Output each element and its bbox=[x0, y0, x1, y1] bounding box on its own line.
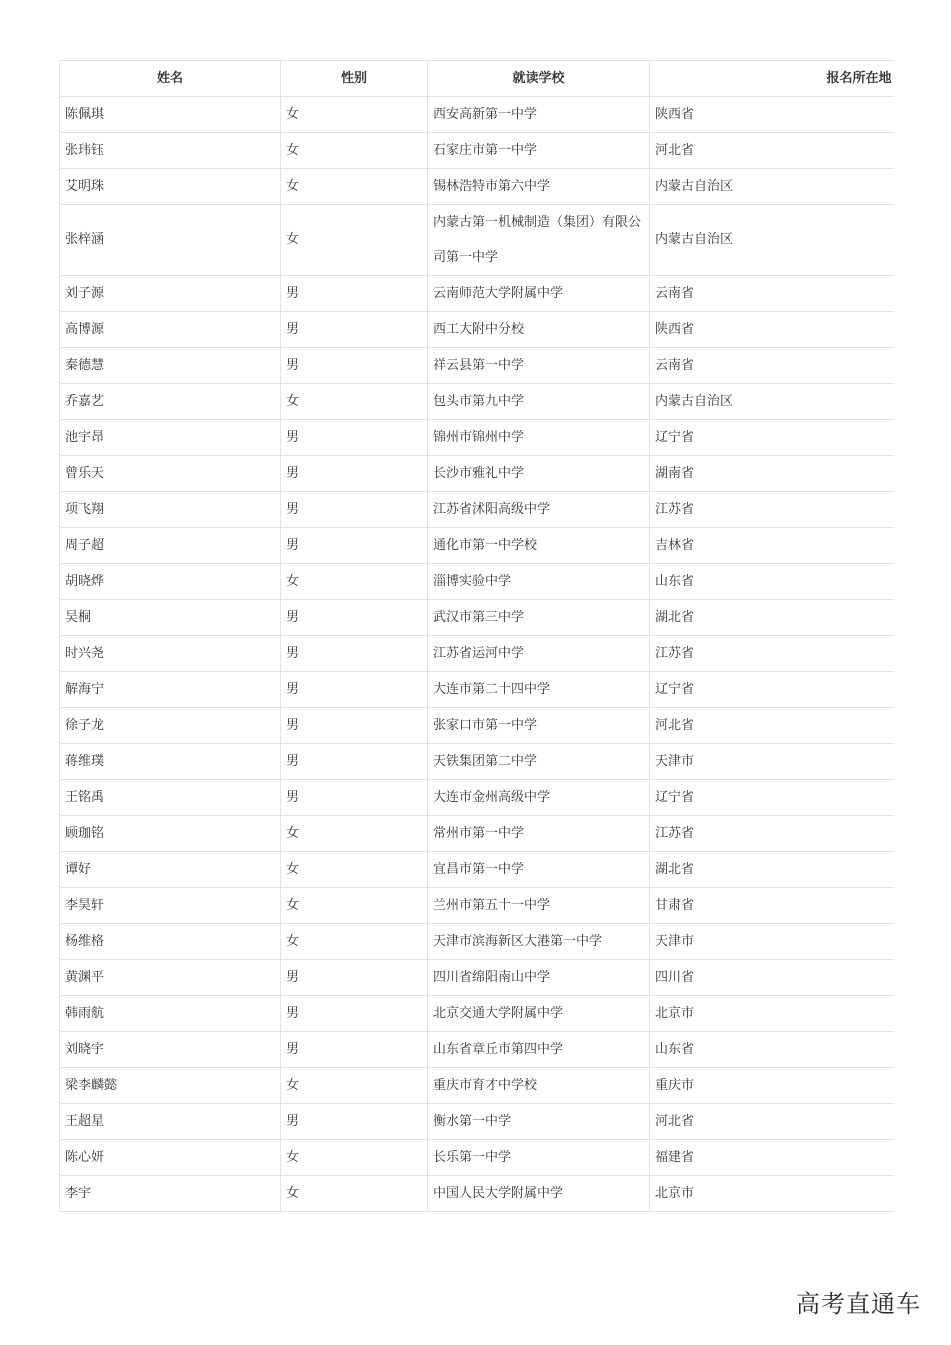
cell-school: 西安高新第一中学 bbox=[428, 97, 650, 133]
table-header-row bbox=[60, 61, 894, 97]
cell-name: 顾珈铭 bbox=[60, 816, 281, 852]
cell-location: 天津市 bbox=[650, 924, 894, 960]
table-row bbox=[60, 420, 894, 456]
cell-location: 湖北省 bbox=[650, 852, 894, 888]
cell-location: 内蒙古自治区 bbox=[650, 384, 894, 420]
cell-gender: 男 bbox=[281, 996, 428, 1032]
cell-school: 兰州市第五十一中学 bbox=[428, 888, 650, 924]
cell-school: 石家庄市第一中学 bbox=[428, 133, 650, 169]
cell-location: 陕西省 bbox=[650, 97, 894, 133]
cell-name: 曾乐天 bbox=[60, 456, 281, 492]
table-row bbox=[60, 1140, 894, 1176]
cell-school: 西工大附中分校 bbox=[428, 312, 650, 348]
cell-gender: 男 bbox=[281, 1032, 428, 1068]
cell-location: 吉林省 bbox=[650, 528, 894, 564]
cell-school: 天津市滨海新区大港第一中学 bbox=[428, 924, 650, 960]
table-row bbox=[60, 276, 894, 312]
cell-gender: 男 bbox=[281, 744, 428, 780]
table-row bbox=[60, 816, 894, 852]
watermark-logo: 高考直通车 bbox=[796, 1290, 921, 1318]
table-row bbox=[60, 924, 894, 960]
cell-name: 黄渊平 bbox=[60, 960, 281, 996]
cell-school: 江苏省运河中学 bbox=[428, 636, 650, 672]
cell-name: 刘子源 bbox=[60, 276, 281, 312]
cell-school: 衡水第一中学 bbox=[428, 1104, 650, 1140]
cell-gender: 男 bbox=[281, 1104, 428, 1140]
header-gender: 性别 bbox=[281, 61, 428, 97]
cell-location: 河北省 bbox=[650, 1104, 894, 1140]
cell-gender: 女 bbox=[281, 888, 428, 924]
cell-name: 池宇昂 bbox=[60, 420, 281, 456]
cell-gender: 男 bbox=[281, 420, 428, 456]
cell-school: 锡林浩特市第六中学 bbox=[428, 169, 650, 205]
cell-gender: 男 bbox=[281, 708, 428, 744]
table-row bbox=[60, 133, 894, 169]
header-school: 就读学校 bbox=[428, 61, 650, 97]
cell-location: 湖南省 bbox=[650, 456, 894, 492]
cell-name: 张玮钰 bbox=[60, 133, 281, 169]
table-row bbox=[60, 564, 894, 600]
cell-name: 梁李麟懿 bbox=[60, 1068, 281, 1104]
cell-name: 解海宁 bbox=[60, 672, 281, 708]
cell-gender: 女 bbox=[281, 852, 428, 888]
cell-gender: 女 bbox=[281, 205, 428, 276]
cell-school: 长沙市雅礼中学 bbox=[428, 456, 650, 492]
table-row bbox=[60, 996, 894, 1032]
cell-name: 谭好 bbox=[60, 852, 281, 888]
cell-gender: 男 bbox=[281, 456, 428, 492]
cell-school: 大连市第二十四中学 bbox=[428, 672, 650, 708]
student-table bbox=[59, 60, 893, 1212]
table-row bbox=[60, 492, 894, 528]
cell-school: 中国人民大学附属中学 bbox=[428, 1176, 650, 1212]
cell-location: 山东省 bbox=[650, 1032, 894, 1068]
cell-gender: 男 bbox=[281, 312, 428, 348]
cell-school: 武汉市第三中学 bbox=[428, 600, 650, 636]
cell-gender: 女 bbox=[281, 169, 428, 205]
cell-gender: 女 bbox=[281, 1140, 428, 1176]
cell-school: 包头市第九中学 bbox=[428, 384, 650, 420]
cell-location: 内蒙古自治区 bbox=[650, 205, 894, 276]
cell-gender: 男 bbox=[281, 600, 428, 636]
student-table-container bbox=[59, 60, 893, 1212]
cell-gender: 女 bbox=[281, 1068, 428, 1104]
cell-location: 内蒙古自治区 bbox=[650, 169, 894, 205]
table-row bbox=[60, 744, 894, 780]
cell-location: 河北省 bbox=[650, 133, 894, 169]
cell-gender: 男 bbox=[281, 636, 428, 672]
cell-school: 锦州市锦州中学 bbox=[428, 420, 650, 456]
cell-school: 天铁集团第二中学 bbox=[428, 744, 650, 780]
cell-name: 韩雨航 bbox=[60, 996, 281, 1032]
cell-school: 常州市第一中学 bbox=[428, 816, 650, 852]
cell-gender: 女 bbox=[281, 1176, 428, 1212]
table-row bbox=[60, 97, 894, 133]
cell-location: 湖北省 bbox=[650, 600, 894, 636]
cell-name: 陈心妍 bbox=[60, 1140, 281, 1176]
cell-gender: 男 bbox=[281, 348, 428, 384]
cell-location: 北京市 bbox=[650, 996, 894, 1032]
cell-location: 云南省 bbox=[650, 276, 894, 312]
cell-location: 河北省 bbox=[650, 708, 894, 744]
cell-name: 王超星 bbox=[60, 1104, 281, 1140]
cell-name: 刘晓宇 bbox=[60, 1032, 281, 1068]
cell-school: 祥云县第一中学 bbox=[428, 348, 650, 384]
table-row bbox=[60, 384, 894, 420]
cell-school: 长乐第一中学 bbox=[428, 1140, 650, 1176]
cell-location: 甘肃省 bbox=[650, 888, 894, 924]
table-row bbox=[60, 169, 894, 205]
header-name: 姓名 bbox=[60, 61, 281, 97]
table-row bbox=[60, 708, 894, 744]
cell-name: 李昊轩 bbox=[60, 888, 281, 924]
table-row bbox=[60, 600, 894, 636]
table-row bbox=[60, 1032, 894, 1068]
cell-school: 大连市金州高级中学 bbox=[428, 780, 650, 816]
cell-name: 胡晓烨 bbox=[60, 564, 281, 600]
cell-school: 四川省绵阳南山中学 bbox=[428, 960, 650, 996]
cell-name: 秦德慧 bbox=[60, 348, 281, 384]
cell-location: 重庆市 bbox=[650, 1068, 894, 1104]
cell-gender: 女 bbox=[281, 924, 428, 960]
cell-location: 辽宁省 bbox=[650, 420, 894, 456]
cell-name: 高博源 bbox=[60, 312, 281, 348]
cell-location: 四川省 bbox=[650, 960, 894, 996]
cell-gender: 女 bbox=[281, 133, 428, 169]
cell-school: 淄博实验中学 bbox=[428, 564, 650, 600]
table-row bbox=[60, 888, 894, 924]
cell-name: 蒋维璞 bbox=[60, 744, 281, 780]
cell-school: 云南师范大学附属中学 bbox=[428, 276, 650, 312]
cell-location: 天津市 bbox=[650, 744, 894, 780]
cell-gender: 女 bbox=[281, 564, 428, 600]
table-row bbox=[60, 636, 894, 672]
cell-location: 江苏省 bbox=[650, 636, 894, 672]
cell-location: 福建省 bbox=[650, 1140, 894, 1176]
cell-location: 山东省 bbox=[650, 564, 894, 600]
cell-school: 通化市第一中学校 bbox=[428, 528, 650, 564]
table-body bbox=[60, 97, 894, 1212]
cell-name: 时兴尧 bbox=[60, 636, 281, 672]
table-row bbox=[60, 780, 894, 816]
cell-gender: 男 bbox=[281, 672, 428, 708]
cell-school: 重庆市育才中学校 bbox=[428, 1068, 650, 1104]
table-row bbox=[60, 1068, 894, 1104]
cell-name: 杨维格 bbox=[60, 924, 281, 960]
cell-school: 内蒙古第一机械制造（集团）有限公司第一中学 bbox=[428, 205, 650, 276]
cell-name: 乔嘉艺 bbox=[60, 384, 281, 420]
cell-name: 张梓涵 bbox=[60, 205, 281, 276]
cell-school: 北京交通大学附属中学 bbox=[428, 996, 650, 1032]
cell-gender: 男 bbox=[281, 960, 428, 996]
cell-location: 江苏省 bbox=[650, 492, 894, 528]
cell-name: 李宇 bbox=[60, 1176, 281, 1212]
table-row bbox=[60, 528, 894, 564]
cell-name: 王铭禹 bbox=[60, 780, 281, 816]
cell-name: 项飞翔 bbox=[60, 492, 281, 528]
cell-name: 吴桐 bbox=[60, 600, 281, 636]
cell-location: 江苏省 bbox=[650, 816, 894, 852]
cell-school: 江苏省沭阳高级中学 bbox=[428, 492, 650, 528]
table-row bbox=[60, 1176, 894, 1212]
table-row bbox=[60, 348, 894, 384]
cell-name: 徐子龙 bbox=[60, 708, 281, 744]
table-row bbox=[60, 1104, 894, 1140]
cell-gender: 男 bbox=[281, 492, 428, 528]
cell-gender: 男 bbox=[281, 528, 428, 564]
cell-school: 山东省章丘市第四中学 bbox=[428, 1032, 650, 1068]
cell-gender: 女 bbox=[281, 97, 428, 133]
cell-school: 张家口市第一中学 bbox=[428, 708, 650, 744]
cell-gender: 女 bbox=[281, 816, 428, 852]
cell-gender: 女 bbox=[281, 384, 428, 420]
cell-location: 陕西省 bbox=[650, 312, 894, 348]
table-row bbox=[60, 312, 894, 348]
table-row bbox=[60, 672, 894, 708]
cell-school: 宜昌市第一中学 bbox=[428, 852, 650, 888]
cell-gender: 男 bbox=[281, 780, 428, 816]
cell-name: 陈佩琪 bbox=[60, 97, 281, 133]
table-row bbox=[60, 456, 894, 492]
table-row bbox=[60, 852, 894, 888]
header-location: 报名所在地 bbox=[650, 61, 894, 97]
cell-location: 辽宁省 bbox=[650, 780, 894, 816]
table-row bbox=[60, 205, 894, 276]
cell-location: 辽宁省 bbox=[650, 672, 894, 708]
cell-name: 艾明珠 bbox=[60, 169, 281, 205]
cell-gender: 男 bbox=[281, 276, 428, 312]
cell-name: 周子超 bbox=[60, 528, 281, 564]
cell-location: 云南省 bbox=[650, 348, 894, 384]
table-row bbox=[60, 960, 894, 996]
cell-location: 北京市 bbox=[650, 1176, 894, 1212]
